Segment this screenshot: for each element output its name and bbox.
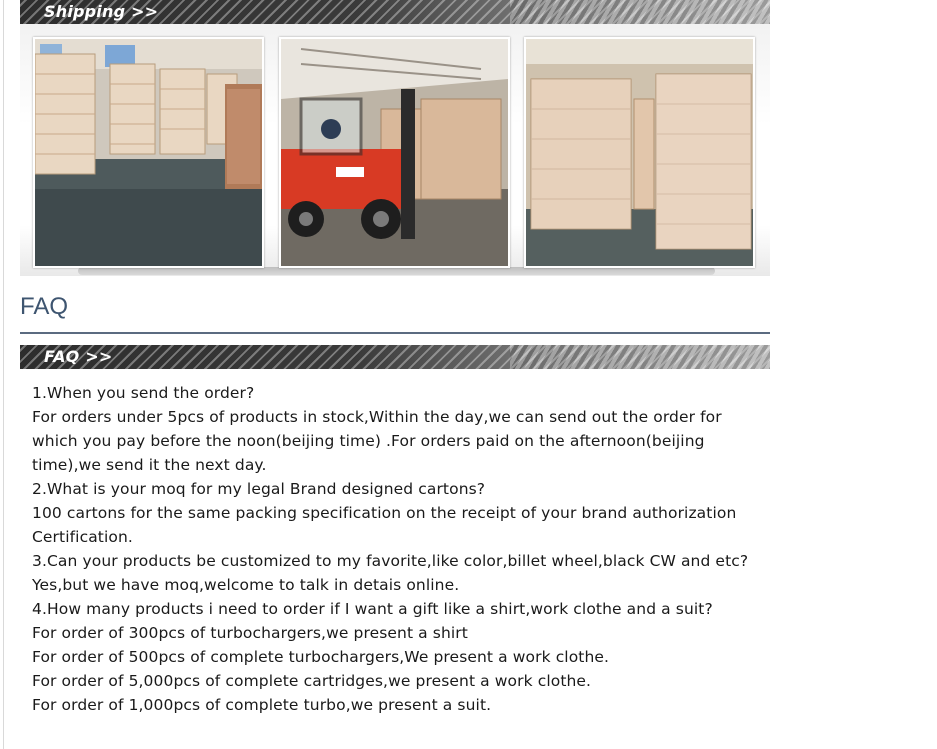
faq-answer-2: 100 cartons for the same packing specification on the receipt of your brand authorization Certification. [32,504,737,546]
faq-question-3: 3.Can your products be customized to my favorite,like color,billet wheel,black CW and etc? [32,552,749,570]
shipping-photo-strip [20,24,770,276]
pallets-photo-image [526,39,753,266]
faq-heading: FAQ [20,293,69,320]
faq-answer-4-line-1: For order of 300pcs of turbochargers,we present a shirt [32,624,468,642]
faq-divider [20,332,770,334]
faq-banner [20,345,770,369]
shipping-banner-label: Shipping >> [44,2,159,21]
faq-question-1: 1.When you send the order? [32,384,255,402]
forklift-photo-image [281,39,508,266]
photo-strip-shadow [78,267,715,275]
faq-answer-1: For orders under 5pcs of products in stock,Within the day,we can send out the order for which you pay before the noon(beijing time) .For orders paid on the afternoon(beijing time),we send it the next day. [32,408,722,474]
faq-question-2: 2.What is your moq for my legal Brand designed cartons? [32,480,486,498]
left-border-rule [3,0,4,749]
faq-banner-label: FAQ >> [44,347,113,366]
faq-answer-4-line-4: For order of 1,000pcs of complete turbo,we present a suit. [32,696,492,714]
faq-answer-3: Yes,but we have moq,welcome to talk in detais online. [32,576,460,594]
faq-content [32,381,767,717]
faq-answer-4-line-2: For order of 500pcs of complete turbochargers,We present a work clothe. [32,648,610,666]
shipping-photo-warehouse [33,37,264,268]
warehouse-photo-image [35,39,262,266]
shipping-banner [20,0,770,24]
shipping-photo-forklift [279,37,510,268]
shipping-photo-pallets [524,37,755,268]
faq-answer-4-line-3: For order of 5,000pcs of complete cartridges,we present a work clothe. [32,672,592,690]
faq-question-4: 4.How many products i need to order if I want a gift like a shirt,work clothe and a suit? [32,600,713,618]
